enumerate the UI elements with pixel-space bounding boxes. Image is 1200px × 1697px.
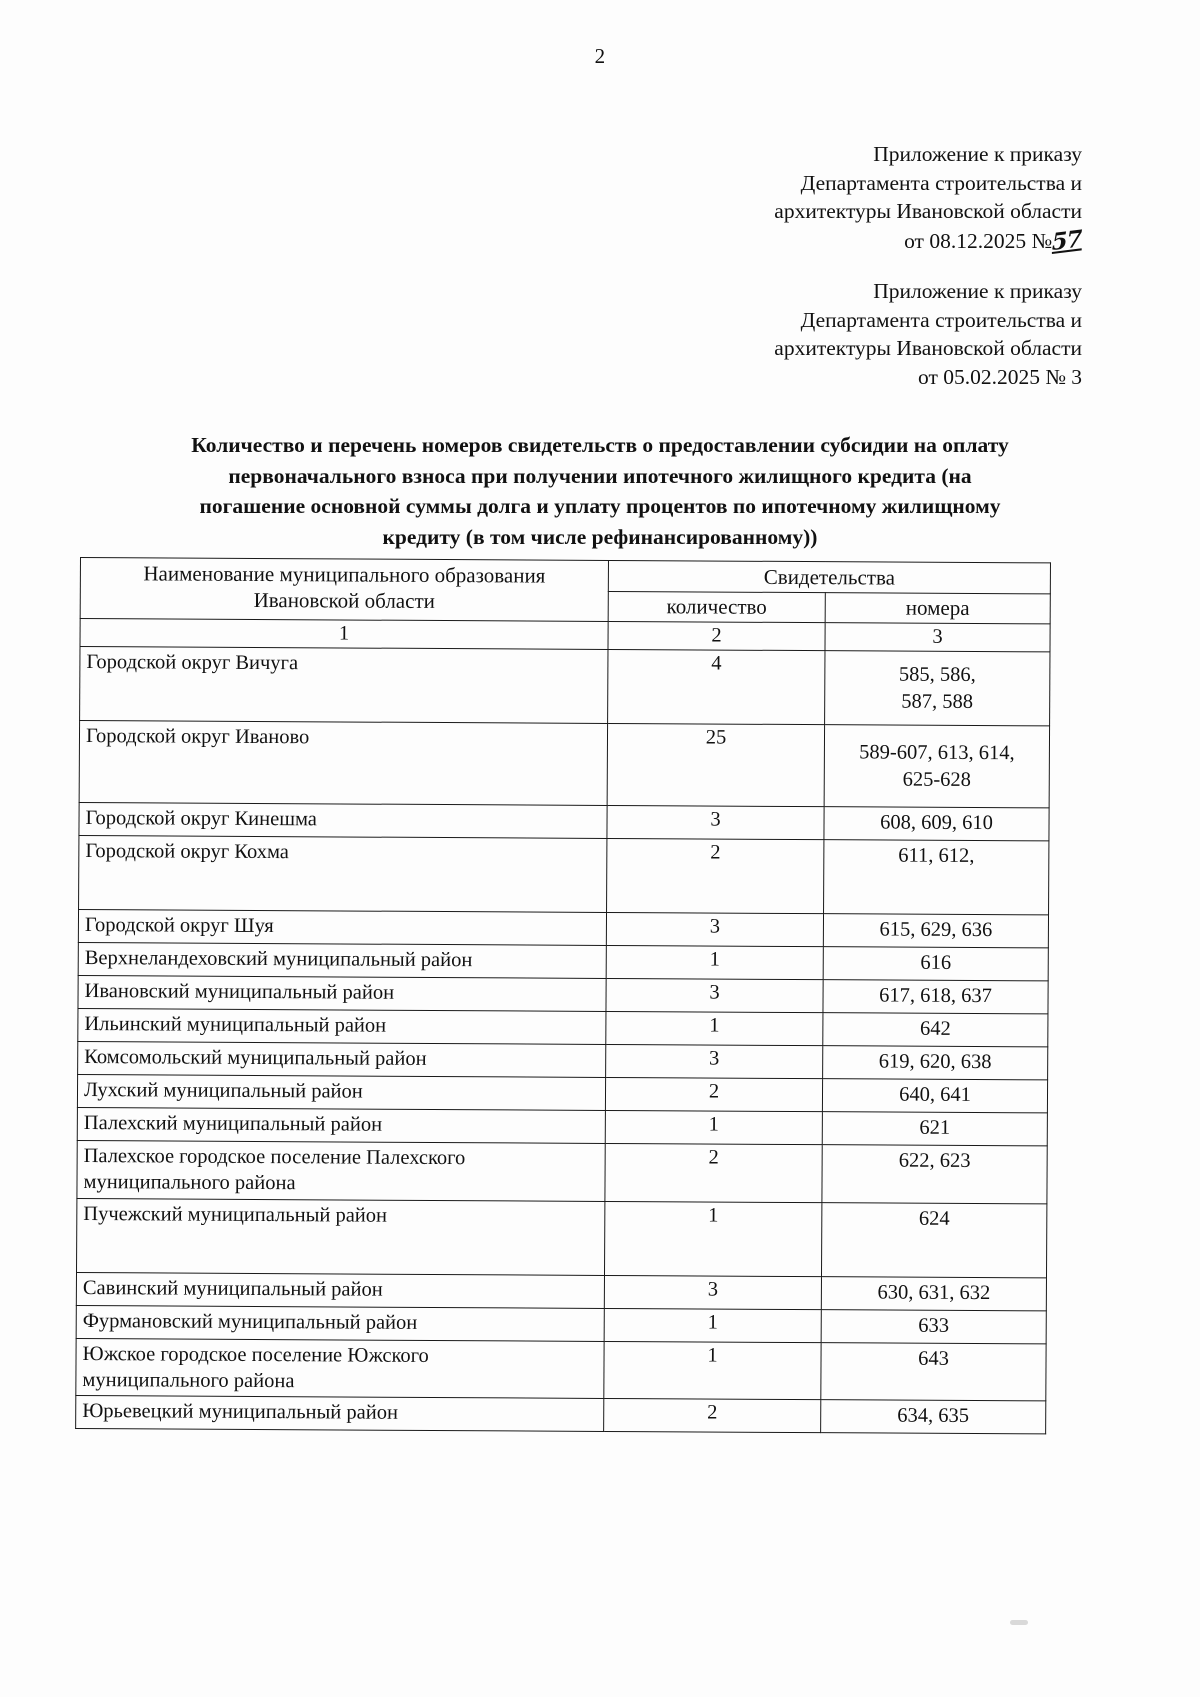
row-municipality-name: Южское городское поселение Южского муниципального района <box>76 1338 604 1398</box>
row-certificate-count: 1 <box>604 1341 821 1400</box>
row-certificate-numbers: 622, 623 <box>822 1145 1047 1204</box>
row-certificate-numbers: 615, 629, 636 <box>823 914 1048 948</box>
row-municipality-name: Городской округ Иваново <box>79 721 607 806</box>
appendix-1-line-3: архитектуры Ивановской области <box>774 199 1082 224</box>
row-certificate-numbers: 617, 618, 637 <box>823 980 1048 1014</box>
title-line-4: кредиту (в том числе рефинансированному)) <box>382 524 818 549</box>
appendix-1-line-1: Приложение к приказу <box>873 142 1082 166</box>
document-title <box>92 430 1108 552</box>
row-certificate-count: 2 <box>605 1144 822 1203</box>
table-row <box>76 1305 1046 1343</box>
row-municipality-name: Городской округ Кинешма <box>79 803 607 839</box>
row-certificate-numbers: 633 <box>821 1309 1046 1343</box>
certificates-table-wrapper <box>75 557 1050 1435</box>
column-number-2: 2 <box>608 622 825 651</box>
appendix-2-line-3: архитектуры Ивановской области <box>774 336 1082 361</box>
row-certificate-numbers: 589-607, 613, 614, 625-628 <box>824 725 1049 808</box>
row-municipality-name: Савинский муниципальный район <box>76 1272 604 1308</box>
row-certificate-count: 1 <box>604 1308 821 1342</box>
appendix-1-order-line <box>662 226 1082 257</box>
table-row <box>78 976 1048 1014</box>
table-row <box>77 1108 1047 1146</box>
header-numbers: номера <box>825 593 1050 624</box>
row-municipality-name: Юрьевецкий муниципальный район <box>76 1396 604 1432</box>
row-certificate-count: 25 <box>607 724 824 807</box>
table-row <box>78 1009 1048 1047</box>
certificates-table <box>75 557 1051 1435</box>
row-certificate-count: 2 <box>604 1399 821 1433</box>
row-certificate-count: 1 <box>606 1012 823 1046</box>
row-certificate-count: 1 <box>605 1111 822 1145</box>
table-row <box>77 1075 1047 1113</box>
title-line-1: Количество и перечень номеров свидетельств о предоставлении субсидии на оплату <box>191 433 1009 457</box>
row-certificate-numbers: 611, 612, <box>824 840 1049 915</box>
column-number-1: 1 <box>80 619 608 650</box>
row-certificate-numbers: 608, 609, 610 <box>824 807 1049 841</box>
row-certificate-numbers: 642 <box>823 1013 1048 1047</box>
table-row <box>79 803 1049 841</box>
row-certificate-count: 1 <box>606 946 823 980</box>
header-municipality-line-1: Наименование муниципального образования <box>143 561 546 588</box>
row-municipality-name: Палехское городское поселение Палехского муниципального района <box>77 1141 605 1201</box>
row-municipality-name: Пучежский муниципальный район <box>77 1198 605 1275</box>
table-row <box>78 1042 1048 1080</box>
table-header-row-main <box>80 558 1050 595</box>
appendix-2-line-2: Департамента строительства и <box>800 307 1082 332</box>
row-certificate-numbers: 585, 586, 587, 588 <box>825 651 1050 726</box>
row-municipality-name: Городской округ Вичуга <box>80 647 608 724</box>
row-certificate-numbers: 616 <box>823 947 1048 981</box>
row-certificate-numbers: 630, 631, 632 <box>821 1276 1046 1310</box>
appendix-header-block-1 <box>662 140 1082 256</box>
table-row <box>79 721 1049 808</box>
row-municipality-name: Ивановский муниципальный район <box>78 976 606 1012</box>
table-body <box>76 647 1050 1434</box>
header-quantity: количество <box>608 592 825 623</box>
row-municipality-name: Ильинский муниципальный район <box>78 1009 606 1045</box>
header-municipality-line-2: Ивановской области <box>253 588 435 614</box>
row-municipality-name: Городской округ Шуя <box>78 910 606 946</box>
table-row <box>78 910 1048 948</box>
scan-artifact-speck <box>1010 1620 1028 1625</box>
row-certificate-count: 3 <box>606 1045 823 1079</box>
row-certificate-count: 3 <box>606 979 823 1013</box>
table-row <box>76 1338 1046 1401</box>
row-certificate-count: 2 <box>605 1078 822 1112</box>
appendix-1-order-number-handwritten: 57 <box>1051 224 1082 256</box>
table-row <box>76 1396 1046 1434</box>
title-line-3: погашение основной суммы долга и уплату процентов по ипотечному жилищному <box>199 494 1001 519</box>
row-certificate-numbers: 621 <box>822 1112 1047 1146</box>
row-certificate-count: 4 <box>608 650 825 725</box>
row-certificate-count: 3 <box>604 1275 821 1309</box>
table-row <box>79 836 1049 915</box>
table-row <box>78 943 1048 981</box>
row-municipality-name: Фурмановский муниципальный район <box>76 1305 604 1341</box>
column-number-3: 3 <box>825 623 1050 652</box>
row-municipality-name: Городской округ Кохма <box>79 836 607 913</box>
title-line-2: первоначального взноса при получении ипотечного жилищного кредита (на <box>228 463 972 488</box>
table-row <box>77 1198 1047 1277</box>
row-certificate-numbers: 624 <box>821 1202 1046 1277</box>
row-certificate-numbers: 634, 635 <box>821 1400 1046 1434</box>
row-certificate-numbers: 619, 620, 638 <box>823 1046 1048 1080</box>
page-number: 2 <box>594 44 606 68</box>
row-certificate-count: 3 <box>606 913 823 947</box>
appendix-header-block-2 <box>662 277 1082 391</box>
table-row <box>80 647 1050 726</box>
row-certificate-numbers: 640, 641 <box>822 1079 1047 1113</box>
table-head <box>80 558 1050 653</box>
appendix-2-line-1: Приложение к приказу <box>873 279 1082 303</box>
header-certificates: Свидетельства <box>608 560 1050 594</box>
table-row <box>77 1141 1047 1204</box>
header-municipality-name <box>80 558 608 622</box>
table-row <box>76 1272 1046 1310</box>
row-certificate-numbers: 643 <box>821 1342 1046 1401</box>
appendix-1-order-date: от 08.12.2025 № <box>904 228 1052 253</box>
appendix-2-order-line: от 05.02.2025 № 3 <box>917 364 1082 389</box>
row-municipality-name: Палехский муниципальный район <box>77 1108 605 1144</box>
row-municipality-name: Лухский муниципальный район <box>77 1075 605 1111</box>
row-municipality-name: Верхнеландеховский муниципальный район <box>78 943 606 979</box>
row-certificate-count: 3 <box>607 806 824 840</box>
row-certificate-count: 1 <box>604 1201 821 1276</box>
row-certificate-count: 2 <box>607 839 824 914</box>
appendix-1-line-2: Департамента строительства и <box>800 170 1082 195</box>
row-municipality-name: Комсомольский муниципальный район <box>78 1042 606 1078</box>
